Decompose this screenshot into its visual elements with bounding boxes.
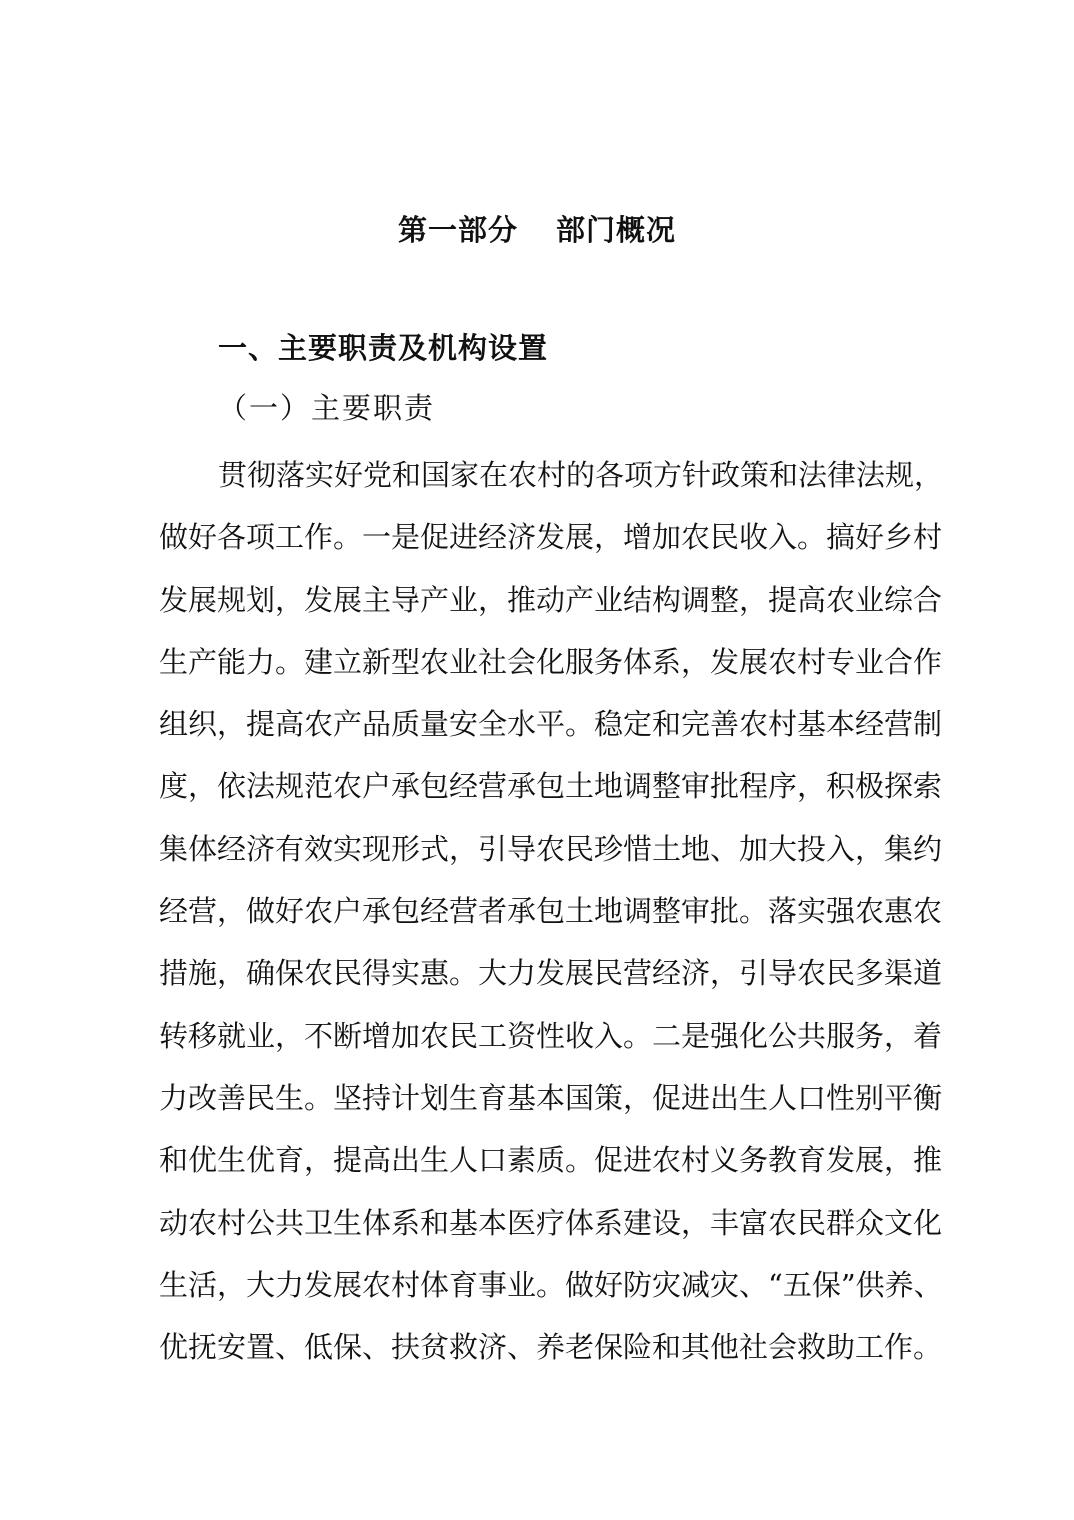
paragraph-line: 措施，确保农民得实惠。大力发展民营经济，引导农民多渠道 — [159, 956, 943, 991]
paragraph-line: 力改善民生。坚持计划生育基本国策，促进出生人口性别平衡 — [159, 1080, 943, 1115]
paragraph-line: 做好各项工作。一是促进经济发展，增加农民收入。搞好乡村 — [159, 520, 943, 555]
paragraph-line: 动农村公共卫生体系和基本医疗体系建设，丰富农民群众文化 — [159, 1205, 943, 1240]
sub-heading: （一）主要职责 — [218, 391, 436, 425]
part-title-name: 部门概况 — [556, 213, 677, 247]
paragraph-line: 发展规划，发展主导产业，推动产业结构调整，提高农业综合 — [159, 582, 943, 617]
body-paragraph — [159, 444, 944, 1378]
paragraph-line: 和优生优育，提高出生人口素质。促进农村义务教育发展，推 — [159, 1143, 943, 1178]
paragraph-line: 经营，做好农户承包经营者承包土地调整审批。落实强农惠农 — [159, 894, 943, 929]
paragraph-line: 生活，大力发展农村体育事业。做好防灾减灾、“五保”供养、 — [159, 1267, 943, 1302]
paragraph-line: 度，依法规范农户承包经营承包土地调整审批程序，积极探索 — [159, 769, 943, 804]
paragraph-line: 优抚安置、低保、扶贫救济、养老保险和其他社会救助工作。 — [159, 1330, 943, 1365]
paragraph-line: 转移就业，不断增加农民工资性收入。二是强化公共服务，着 — [159, 1018, 943, 1053]
part-title-number: 第一部分 — [397, 213, 518, 247]
paragraph-line: 贯彻落实好党和国家在农村的各项方针政策和法律法规， — [218, 458, 944, 492]
paragraph-line: 生产能力。建立新型农业社会化服务体系，发展农村专业合作 — [159, 644, 943, 679]
paragraph-line: 集体经济有效实现形式，引导农民珍惜土地、加大投入，集约 — [159, 831, 943, 866]
section-heading: 一、主要职责及机构设置 — [218, 331, 549, 365]
paragraph-line: 组织，提高农产品质量安全水平。稳定和完善农村基本经营制 — [159, 707, 943, 742]
part-title — [0, 208, 1074, 252]
